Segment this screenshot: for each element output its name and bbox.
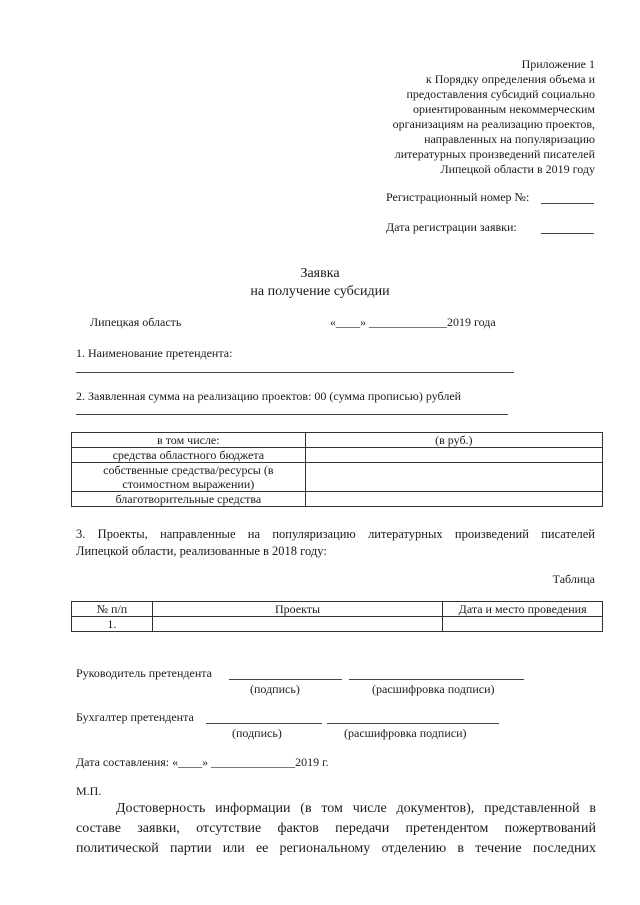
registration-date-field[interactable] — [541, 233, 594, 234]
table-input-cell[interactable] — [305, 463, 602, 492]
final-paragraph — [76, 799, 596, 859]
appendix-line: предоставления субсидий социально — [406, 87, 595, 101]
registration-number-field[interactable] — [541, 203, 594, 204]
table-input-cell[interactable] — [152, 617, 442, 632]
appendix-line: ориентированным некоммерческим — [413, 102, 595, 116]
appendix-line: Липецкой области в 2019 году — [440, 162, 595, 176]
head-signature-field[interactable] — [229, 679, 342, 680]
signature-caption: (подпись) — [250, 682, 300, 696]
table-row — [72, 602, 603, 617]
table-row — [72, 492, 603, 507]
document-subtitle: на получение субсидии — [250, 284, 390, 299]
decoding-caption: (расшифровка подписи) — [372, 682, 495, 696]
table-row — [72, 617, 603, 632]
table-header-cell: (в руб.) — [305, 433, 602, 448]
section-3-line: Липецкой области, реализованные в 2018 году: — [76, 544, 327, 558]
final-paragraph-line: Достоверность информации (в том числе документов), представленной в — [116, 801, 596, 816]
appendix-line: Приложение 1 — [521, 57, 595, 71]
head-decoding-field[interactable] — [349, 679, 524, 680]
table-cell: благотворительные средства — [72, 492, 306, 507]
application-date: «____» _____________2019 года — [330, 315, 496, 329]
signature-caption: (подпись) — [232, 726, 282, 740]
amount-field[interactable] — [76, 414, 508, 415]
registration-number-label: Регистрационный номер №: — [386, 190, 530, 204]
section-3-line: 3. Проекты, направленные на популяризацию литературных произведений писателей — [76, 527, 595, 541]
accountant-signature-field[interactable] — [206, 723, 322, 724]
appendix-line: организациям на реализацию проектов, — [392, 117, 595, 131]
applicant-name-field[interactable] — [76, 372, 514, 373]
table-header-cell: № п/п — [72, 602, 153, 617]
table-header-cell: Проекты — [152, 602, 442, 617]
head-label: Руководитель претендента — [76, 666, 213, 680]
table-input-cell[interactable] — [305, 492, 602, 507]
registration-date-label: Дата регистрации заявки: — [386, 220, 517, 234]
table-input-cell[interactable] — [443, 617, 603, 632]
decoding-caption: (расшифровка подписи) — [344, 726, 467, 740]
table-row — [72, 448, 603, 463]
place-label: Липецкая область — [90, 315, 182, 329]
section-1-label: 1. Наименование претендента: — [76, 346, 233, 360]
table-cell: собственные средства/ресурсы (в стоимостном выражении) — [72, 463, 306, 492]
table-row — [72, 433, 603, 448]
final-paragraph-line: политической партии или ее региональному отделению в течение последних — [76, 841, 596, 856]
document-title: Заявка — [300, 266, 340, 281]
final-paragraph-line: составе заявки, отсутствие фактов передачи претендентом пожертвований — [76, 821, 596, 836]
table-cell: 1. — [72, 617, 153, 632]
section-2-label: 2. Заявленная сумма на реализацию проектов: 00 (сумма прописью) рублей — [76, 389, 462, 403]
table-header-cell: Дата и место проведения — [443, 602, 603, 617]
accountant-label: Бухгалтер претендента — [76, 710, 194, 724]
table-cell: средства областного бюджета — [72, 448, 306, 463]
section-3-text — [76, 526, 595, 560]
budget-table — [71, 432, 603, 507]
table-input-cell[interactable] — [305, 448, 602, 463]
accountant-decoding-field[interactable] — [327, 723, 499, 724]
compiled-date: Дата составления: «____» ______________2019 г. — [76, 755, 329, 769]
stamp-label: М.П. — [76, 784, 102, 798]
appendix-line: литературных произведений писателей — [394, 147, 595, 161]
table-row — [72, 463, 603, 492]
table-header-cell: в том числе: — [72, 433, 306, 448]
appendix-line: к Порядку определения объема и — [425, 72, 595, 86]
appendix-block — [393, 57, 595, 177]
projects-table — [71, 601, 603, 632]
appendix-line: направленных на популяризацию — [424, 132, 595, 146]
table-caption: Таблица — [552, 572, 595, 586]
